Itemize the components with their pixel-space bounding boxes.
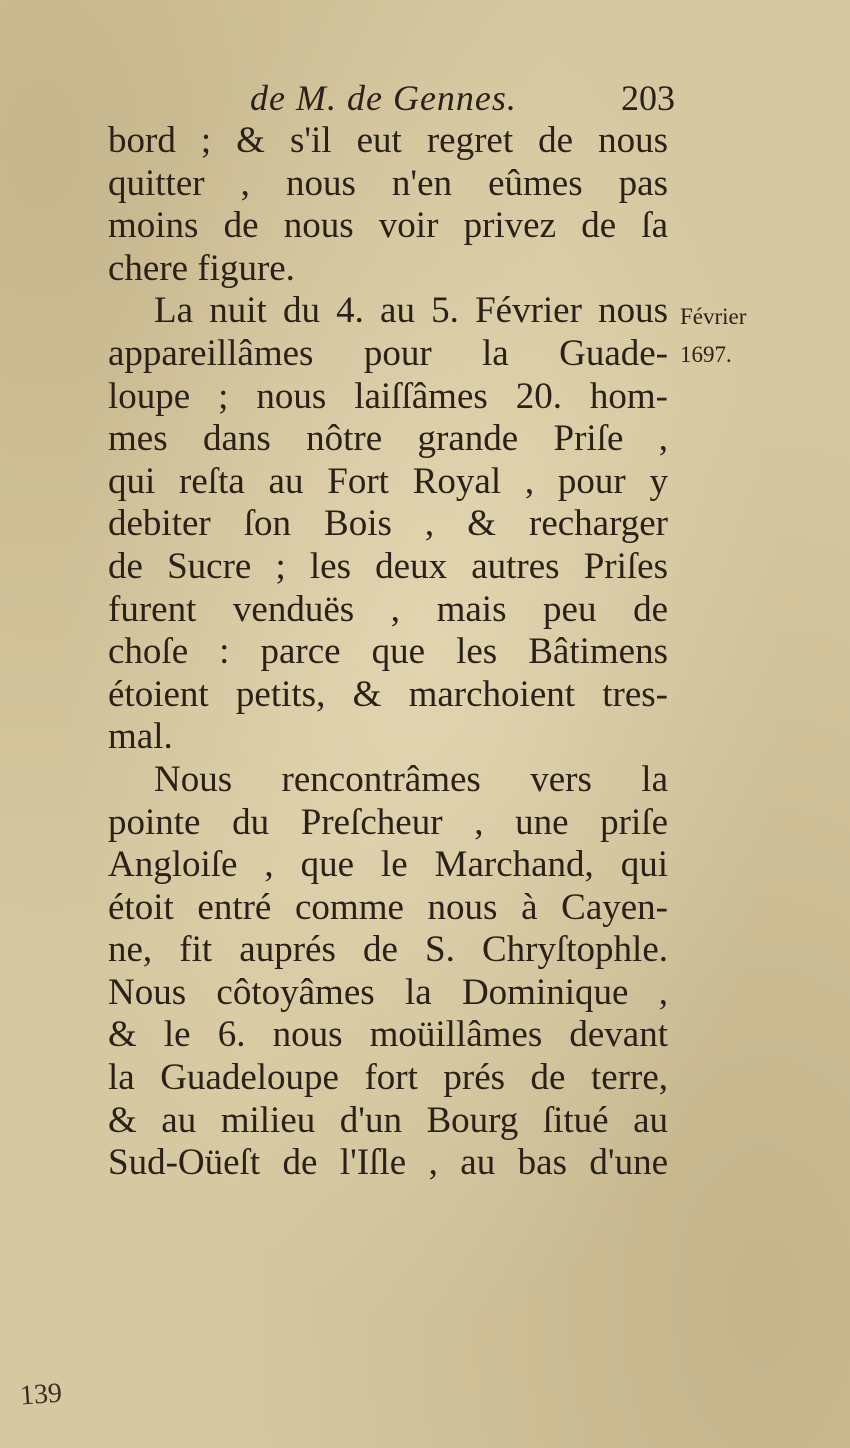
text-line: furent venduës , mais peu de xyxy=(108,588,668,630)
text-line: pointe du Preſcheur , une priſe xyxy=(108,801,668,843)
text-line: appareillâmes pour la Guade- xyxy=(108,332,668,374)
page-header xyxy=(105,76,675,120)
text-line: Nous côtoyâmes la Dominique , xyxy=(108,971,668,1013)
text-line: & au milieu d'un Bourg ſitué au xyxy=(108,1099,668,1141)
text-line: La nuit du 4. au 5. Février nous xyxy=(154,290,668,332)
body-text xyxy=(108,120,668,1185)
text-line: qui reſta au Fort Royal , pour y xyxy=(108,460,668,502)
text-line: mes dans nôtre grande Priſe , xyxy=(108,418,668,460)
running-title: de M. de Gennes. xyxy=(250,78,517,118)
margin-note-year: 1697. xyxy=(680,342,732,367)
text-line: Nous rencontrâmes vers la xyxy=(154,758,668,800)
text-line: étoit entré comme nous à Cayen- xyxy=(108,886,668,928)
margin-note-month: Février xyxy=(680,304,747,329)
page-number: 203 xyxy=(621,78,675,118)
handwritten-folio-number: 139 xyxy=(18,1377,63,1412)
text-line: chere figure. xyxy=(108,247,295,289)
text-line: & le 6. nous moüillâmes devant xyxy=(108,1014,668,1056)
text-line: ne, fit auprés de S. Chryſtophle. xyxy=(108,929,668,971)
text-line: la Guadeloupe fort prés de terre, xyxy=(108,1057,668,1099)
text-line: étoient petits, & marchoient tres- xyxy=(108,673,668,715)
text-line: quitter , nous n'en eûmes pas xyxy=(108,162,668,204)
text-line: mal. xyxy=(108,716,173,758)
text-line: choſe : parce que les Bâtimens xyxy=(108,631,668,673)
text-line: bord ; & s'il eut regret de nous xyxy=(108,120,668,161)
text-line: moins de nous voir privez de ſa xyxy=(108,205,668,247)
text-line: loupe ; nous laiſſâmes 20. hom- xyxy=(108,375,668,417)
text-line: debiter ſon Bois , & recharger xyxy=(108,503,668,545)
text-line: Angloiſe , que le Marchand, qui xyxy=(108,844,668,886)
text-line: Sud-Oüeſt de l'Iſle , au bas d'une xyxy=(108,1142,668,1184)
text-line: de Sucre ; les deux autres Priſes xyxy=(108,545,668,587)
